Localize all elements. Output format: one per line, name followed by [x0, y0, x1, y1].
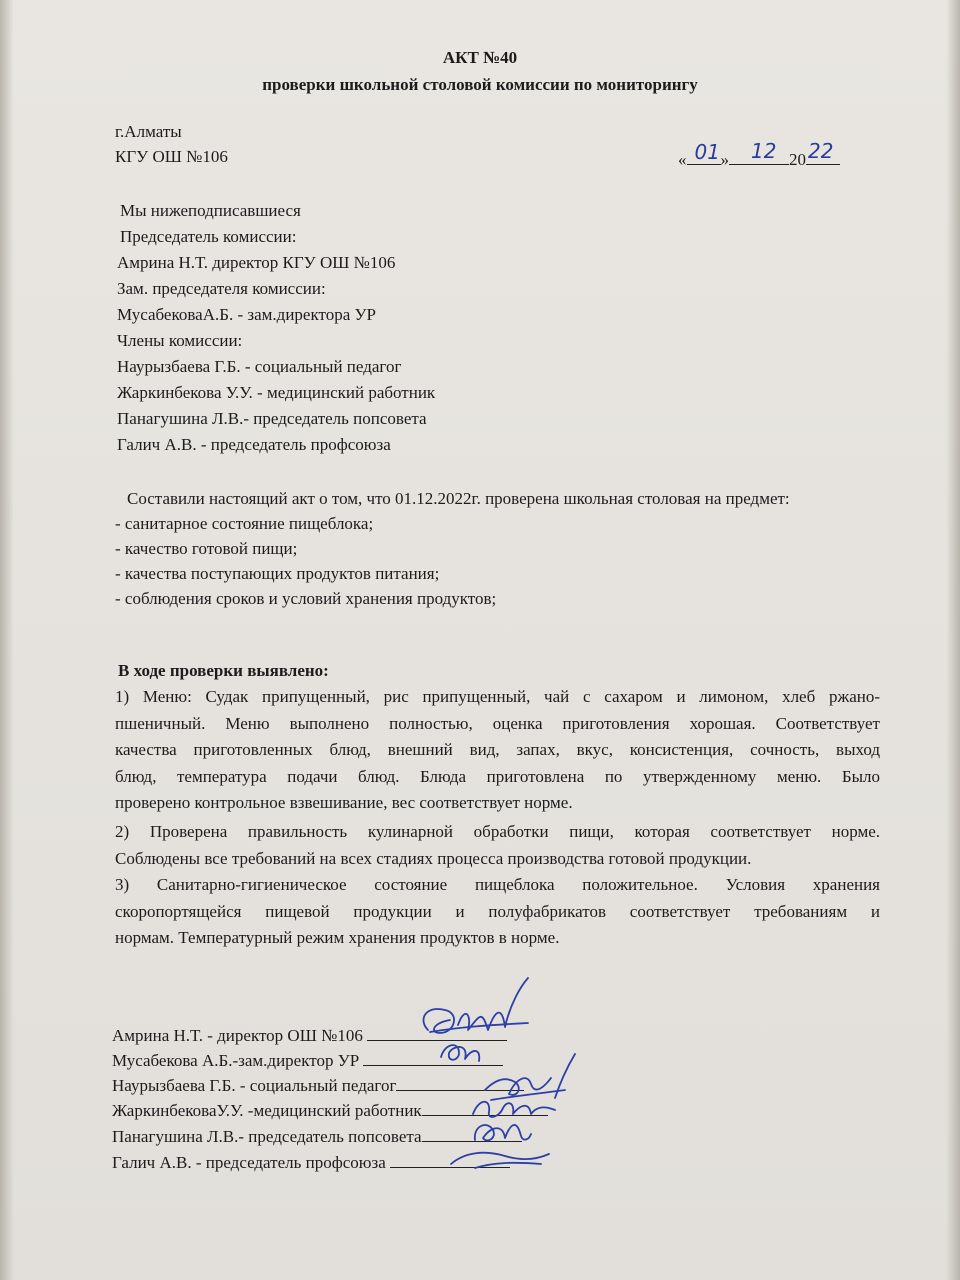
date-month: 12 — [751, 139, 777, 163]
act-item: - санитарное состояние пищеблока; — [115, 514, 374, 533]
paragraph-line: 3) Санитарно-гигиеническое состояние пищеблока положительное. Условия хранения — [115, 875, 880, 894]
commission-line: Амрина Н.Т. директор КГУ ОШ №106 — [117, 253, 396, 272]
commission-line: Зам. председателя комиссии: — [117, 279, 326, 298]
signature-row — [112, 1072, 524, 1097]
date-day-line — [687, 140, 721, 165]
paragraph-line: нормам. Температурный режим хранения продуктов в норме. — [115, 928, 560, 947]
commission-line: Жаркинбекова У.У. - медицинский работник — [117, 383, 436, 402]
signature-label: Галич А.В. - председатель профсоюза — [112, 1153, 386, 1172]
date-open-quote: « — [678, 150, 687, 169]
date-month-line — [729, 139, 789, 165]
commission-line: Панагушина Л.В.- председатель попсовета — [117, 409, 427, 428]
document-subtitle: проверки школьной столовой комиссии по мониторингу — [262, 75, 698, 94]
signature-label: ЖаркинбековаУ.У. -медицинский работник — [112, 1101, 422, 1120]
commission-line: Мы нижеподписавшиеся — [120, 201, 301, 220]
signature-label: Амрина Н.Т. - директор ОШ №106 — [112, 1026, 363, 1045]
school-name: КГУ ОШ №106 — [115, 147, 228, 166]
act-item: - качество готовой пищи; — [115, 539, 298, 558]
commission-line: Галич А.В. - председатель профсоюза — [117, 435, 391, 454]
commission-line: МусабековаА.Б. - зам.директора УР — [117, 305, 376, 324]
findings-paragraph-2 — [115, 819, 880, 872]
signature-label: Мусабекова А.Б.-зам.директор УР — [112, 1051, 360, 1070]
page-shadow-left — [0, 0, 14, 1280]
signature-scribble-6 — [445, 1138, 555, 1174]
signature-label: Наурызбаева Г.Б. - социальный педагог — [112, 1076, 397, 1095]
date-year-suffix: 22 — [808, 139, 834, 163]
paragraph-line: пшеничный. Меню выполнено полностью, оценка приготовления хорошая. Соответствует — [115, 713, 880, 733]
date-year-line — [806, 139, 840, 165]
paragraph-line: 1) Меню: Судак припущенный, рис припущенный, чай с сахаром и лимоном, хлеб ржано- — [115, 687, 880, 706]
signature-label: Панагушина Л.В.- председатель попсовета — [112, 1127, 422, 1146]
paragraph-line: Соблюдены все требований на всех стадиях процесса производства готовой продукции. — [115, 848, 752, 868]
act-item: - качества поступающих продуктов питания; — [115, 564, 440, 583]
findings-heading: В ходе проверки выявлено: — [118, 661, 329, 680]
findings-paragraph-1 — [115, 684, 880, 817]
findings-paragraph-3 — [115, 872, 880, 952]
paragraph-line: качества приготовленных блюд, внешний вид, запах, вкус, консистенция, сочность, выход — [115, 740, 880, 759]
act-item: - соблюдения сроков и условий хранения продуктов; — [115, 589, 497, 608]
commission-line: Члены комиссии: — [117, 331, 243, 350]
city: г.Алматы — [115, 122, 182, 141]
date-year-prefix: 20 — [789, 150, 806, 169]
commission-line: Председатель комиссии: — [120, 227, 297, 246]
date-day: 01 — [694, 140, 720, 164]
paragraph-line: проверено контрольное взвешивание, вес соответствует норме. — [115, 793, 573, 812]
commission-line: Наурызбаева Г.Б. - социальный педагог — [117, 357, 402, 376]
paragraph-line: блюд, температура подачи блюд. Блюда приготовлена по утвержденному меню. Было — [115, 766, 880, 786]
page-shadow-right — [946, 0, 960, 1280]
act-intro: Составили настоящий акт о том, что 01.12.2022г. проверена школьная столовая на предмет: — [127, 489, 790, 508]
document-title: АКТ №40 — [442, 48, 518, 67]
paragraph-line: 2) Проверена правильность кулинарной обработки пищи, которая соответствует норме. — [115, 822, 880, 841]
date-close-quote: » — [720, 150, 729, 169]
date-field — [678, 139, 840, 170]
paragraph-line: скоропортящейся пищевой продукции и полуфабрикатов соответствует требованиям и — [115, 901, 880, 921]
